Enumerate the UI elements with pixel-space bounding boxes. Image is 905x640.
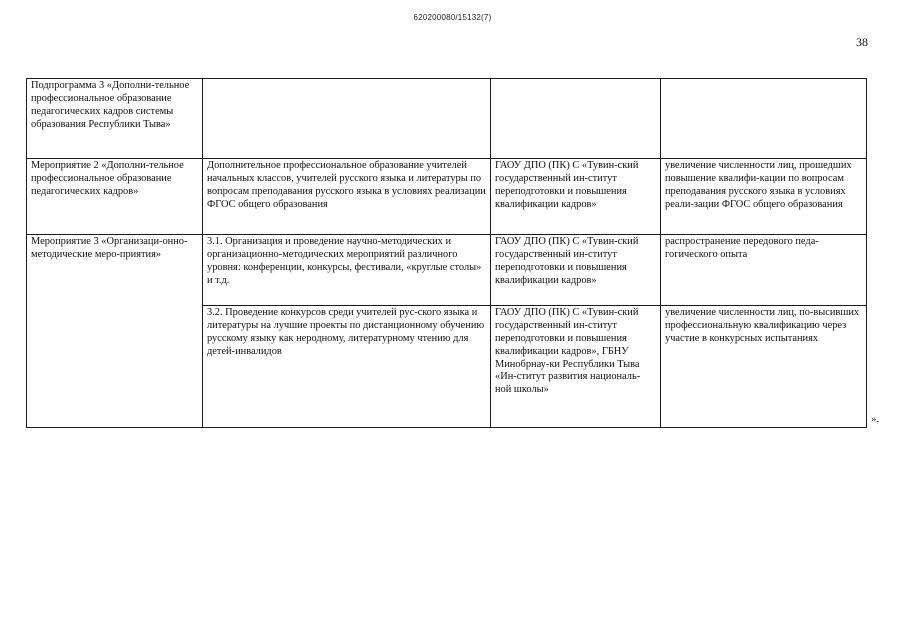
measure-title-cell: Мероприятие 3 «Организаци-онно-методические меро-приятия» (27, 235, 203, 428)
expected-result-cell: распространение передового педа-гогического опыта (661, 235, 867, 306)
executor-cell (491, 79, 661, 159)
expected-result-cell (661, 79, 867, 159)
activity-description-cell (203, 79, 491, 159)
executor-cell: ГАОУ ДПО (ПК) С «Тувин-ский государственный ин-ститут переподготовки и повышения квалификации кадров», ГБНУ Минобрнау-ки Республики Тыва «Ин-ститут развития националь-ной школы» (491, 306, 661, 428)
table-row (27, 159, 867, 235)
page-number: 38 (856, 35, 868, 49)
table-row (27, 235, 867, 306)
measure-title-cell: Мероприятие 2 «Дополни-тельное профессиональное образование педагогических кадров» (27, 159, 203, 235)
program-activities-table (26, 78, 867, 428)
expected-result-cell: увеличение численности лиц, по-высивших профессиональную квалификацию через участие в конкурсных испытаниях (661, 306, 867, 428)
activity-description-cell: Дополнительное профессиональное образование учителей начальных классов, учителей русского языка и литературы по вопросам преподавания русского языка в условиях реализации ФГОС общего образования (203, 159, 491, 235)
executor-cell: ГАОУ ДПО (ПК) С «Тувин-ский государственный ин-ститут переподготовки и повышения квалификации кадров» (491, 159, 661, 235)
activity-description-cell: 3.2. Проведение конкурсов среди учителей рус-ского языка и литературы на лучшие проекты по дистанционному обучению русскому языку как неродному, литературному чтению для детей-инвалидов (203, 306, 491, 428)
table-row (27, 79, 867, 159)
closing-quote-mark: ». (871, 413, 880, 425)
activity-description-cell: 3.1. Организация и проведение научно-методических и организационно-методических мероприятий различного уровня: конференции, конкурсы, фестивали, «круглые столы» и т.д. (203, 235, 491, 306)
expected-result-cell: увеличение численности лиц, прошедших повышение квалифи-кации по вопросам преподавания русского языка в условиях реали-зации ФГОС общего образования (661, 159, 867, 235)
document-id: 620200080/15132(7) (413, 13, 492, 22)
subprogram-title-cell: Подпрограмма 3 «Дополни-тельное профессиональное образование педагогических кадров системы образования Республики Тыва» (27, 79, 203, 159)
executor-cell: ГАОУ ДПО (ПК) С «Тувин-ский государственный ин-ститут переподготовки и повышения квалификации кадров» (491, 235, 661, 306)
